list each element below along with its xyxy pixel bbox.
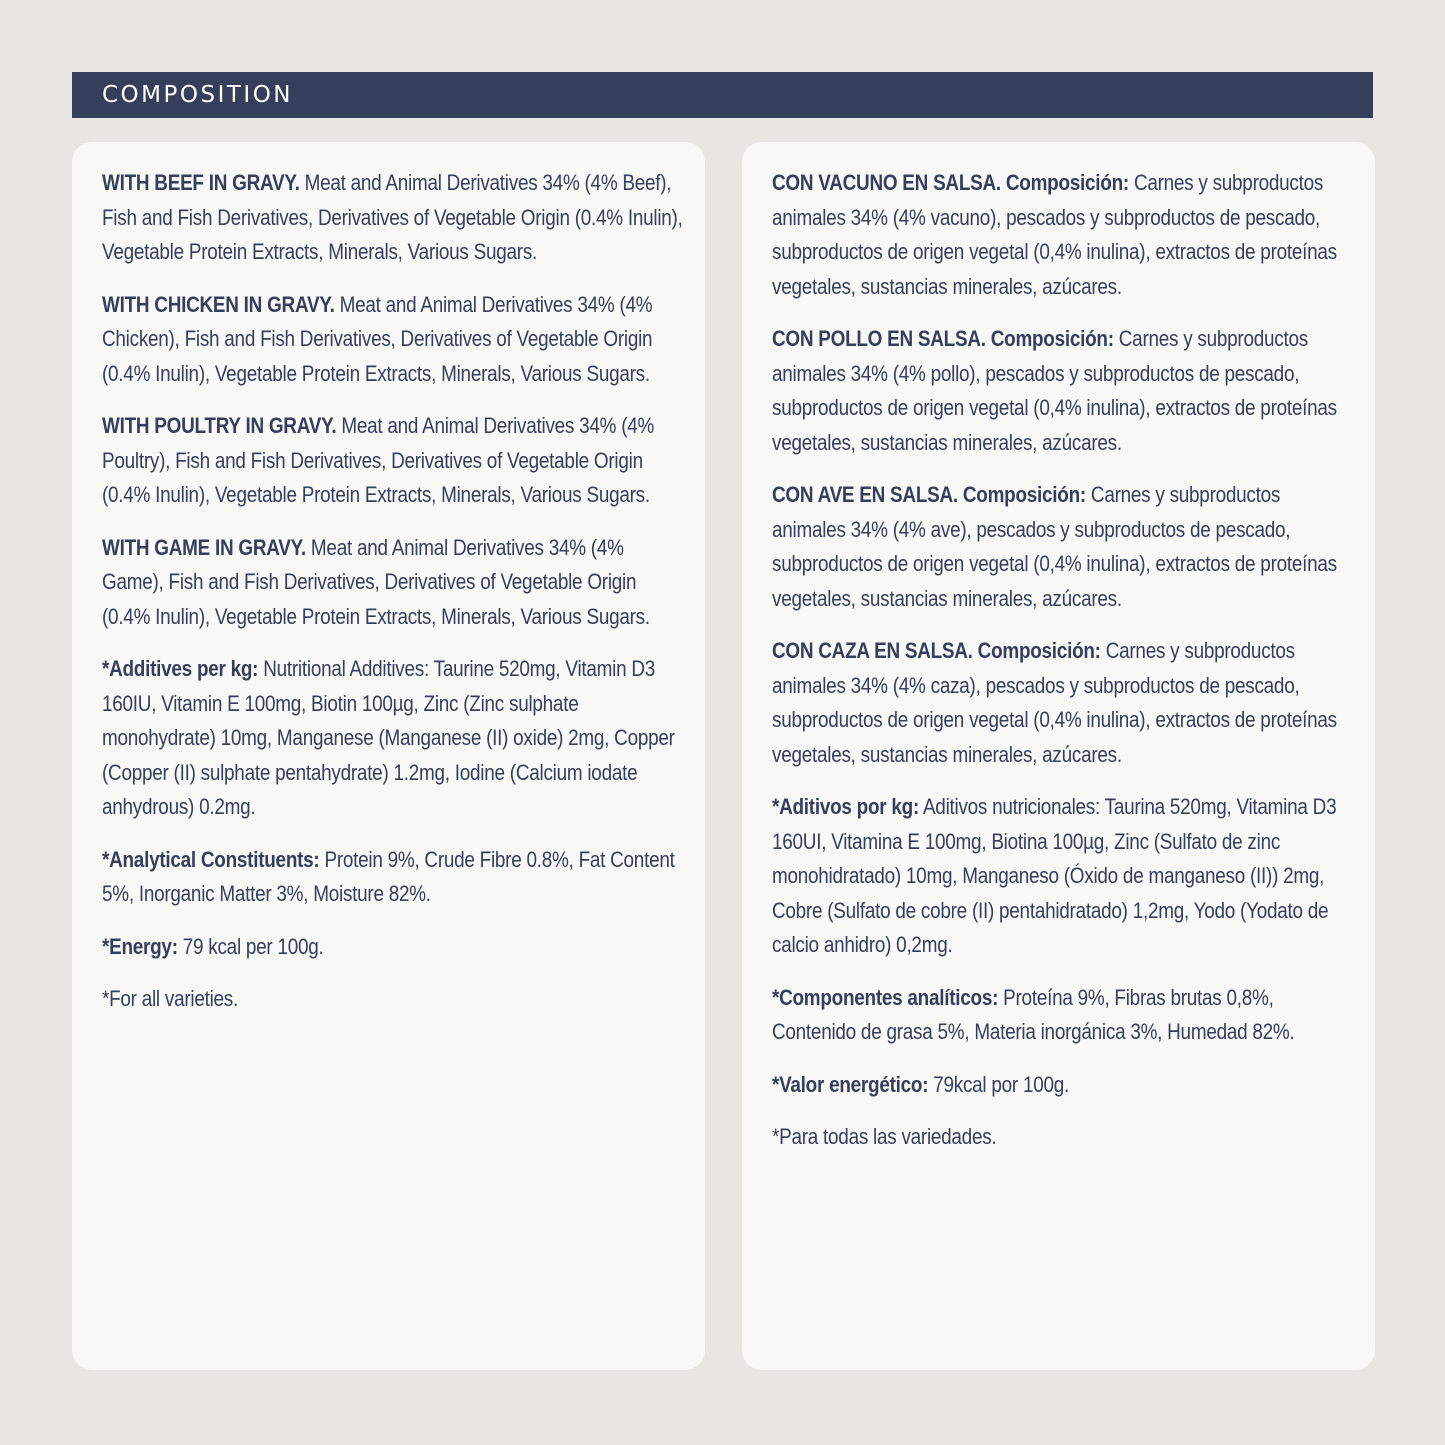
caza-salsa-paragraph [772, 634, 1357, 772]
paragraph-label: *Energy: [102, 933, 178, 959]
paragraph-text: Carnes y subproductos animales 34% (4% vacuno), pescados y subproductos de pescado, subproductos de origen vegetal (0,4% inulina), extractos de proteínas vegetales, sustancias minerales, azúcares. [772, 170, 1337, 299]
paragraph-label: CON VACUNO EN SALSA. Composición: [772, 170, 1129, 195]
paragraph-label: *Analytical Constituents: [102, 846, 320, 872]
header-title: COMPOSITION [102, 82, 294, 108]
spanish-composition-panel [742, 142, 1375, 1370]
paragraph-label: WITH BEEF IN GRAVY. [102, 170, 300, 195]
paragraph-label: WITH GAME IN GRAVY. [102, 534, 306, 560]
paragraph-text: 79 kcal per 100g. [177, 933, 324, 959]
chicken-gravy-paragraph [102, 288, 687, 392]
paragraph-text: Meat and Animal Derivatives 34% (4% Chicken), Fish and Fish Derivatives, Derivatives of Vegetable Origin (0.4% Inulin), Vegetable Protein Extracts, Minerals, Various Sugars. [102, 291, 653, 386]
valor-energetico-paragraph [772, 1068, 1357, 1103]
analytical-constituents-paragraph [102, 843, 687, 912]
vacuno-salsa-paragraph [772, 166, 1357, 304]
poultry-gravy-paragraph [102, 409, 687, 513]
paragraph-label: WITH CHICKEN IN GRAVY. [102, 291, 335, 317]
paragraph-label: CON CAZA EN SALSA. Composición: [772, 638, 1101, 663]
componentes-analiticos-paragraph [772, 981, 1357, 1050]
composition-header-bar [72, 72, 1373, 118]
paragraph-label: *Componentes analíticos: [772, 984, 999, 1010]
pollo-salsa-paragraph [772, 322, 1357, 460]
paragraph-label: WITH POULTRY IN GRAVY. [102, 413, 337, 438]
paragraph-text: Meat and Animal Derivatives 34% (4% Beef), Fish and Fish Derivatives, Derivatives of Vegetable Origin (0.4% Inulin), Vegetable Protein Extracts, Minerals, Various Sugars. [102, 170, 683, 264]
paragraph-text: 79kcal por 100g. [928, 1071, 1070, 1097]
paragraph-text: Carnes y subproductos animales 34% (4% pollo), pescados y subproductos de pescado, subproductos de origen vegetal (0,4% inulina), extractos de proteínas vegetales, sustancias minerales, azúcares. [772, 326, 1337, 455]
beef-gravy-paragraph [102, 166, 687, 270]
paragraph-text: Nutritional Additives: Taurine 520mg, Vitamin D3 160IU, Vitamin E 100mg, Biotin 100µg, Zinc (Zinc sulphate monohydrate) 10mg, Manganese (Manganese (II) oxide) 2mg, Copper (Copper (II) sulphate pentahydrate) 1.2mg, Iodine (Calcium iodate anhydrous) 0.2mg. [102, 656, 675, 819]
paragraph-text: Meat and Animal Derivatives 34% (4% Poultry), Fish and Fish Derivatives, Derivatives of Vegetable Origin (0.4% Inulin), Vegetable Protein Extracts, Minerals, Various Sugars. [102, 413, 655, 507]
paragraph-label: *Additives per kg: [102, 656, 259, 681]
additives-paragraph [102, 652, 687, 825]
paragraph-label: *Valor energético: [772, 1071, 929, 1097]
aditivos-paragraph [772, 790, 1357, 963]
energy-paragraph [102, 930, 687, 965]
paragraph-text: *For all varieties. [102, 986, 239, 1011]
english-composition-panel [72, 142, 705, 1370]
ave-salsa-paragraph [772, 478, 1357, 616]
paragraph-label: *Aditivos por kg: [772, 794, 919, 819]
paragraph-text: Aditivos nutricionales: Taurina 520mg, Vitamina D3 160UI, Vitamina E 100mg, Biotina 100µg, Zinc (Sulfato de zinc monohidratado) 10mg, Manganeso (Óxido de manganeso (II)) 2mg, Cobre (Sulfato de cobre (II) pentahidratado) 1,2mg, Yodo (Yodato de calcio anhidro) 0,2mg. [772, 794, 1337, 957]
footnote-paragraph [102, 982, 687, 1017]
paragraph-label: CON POLLO EN SALSA. Composición: [772, 326, 1114, 351]
paragraph-text: *Para todas las variedades. [772, 1124, 997, 1149]
paragraph-text: Carnes y subproductos animales 34% (4% caza), pescados y subproductos de pescado, subproductos de origen vegetal (0,4% inulina), extractos de proteínas vegetales, sustancias minerales, azúcares. [772, 638, 1337, 767]
paragraph-text: Protein 9%, Crude Fibre 0.8%, Fat Content 5%, Inorganic Matter 3%, Moisture 82%. [102, 846, 675, 906]
paragraph-text: Carnes y subproductos animales 34% (4% ave), pescados y subproductos de pescado, subproductos de origen vegetal (0,4% inulina), extractos de proteínas vegetales, sustancias minerales, azúcares. [772, 482, 1337, 611]
footnote-paragraph [772, 1120, 1357, 1155]
paragraph-text: Proteína 9%, Fibras brutas 0,8%, Contenido de grasa 5%, Materia inorgánica 3%, Humedad 82%. [772, 984, 1295, 1044]
game-gravy-paragraph [102, 531, 687, 635]
paragraph-label: CON AVE EN SALSA. Composición: [772, 482, 1086, 507]
paragraph-text: Meat and Animal Derivatives 34% (4% Game), Fish and Fish Derivatives, Derivatives of Vegetable Origin (0.4% Inulin), Vegetable Protein Extracts, Minerals, Various Sugars. [102, 534, 650, 629]
